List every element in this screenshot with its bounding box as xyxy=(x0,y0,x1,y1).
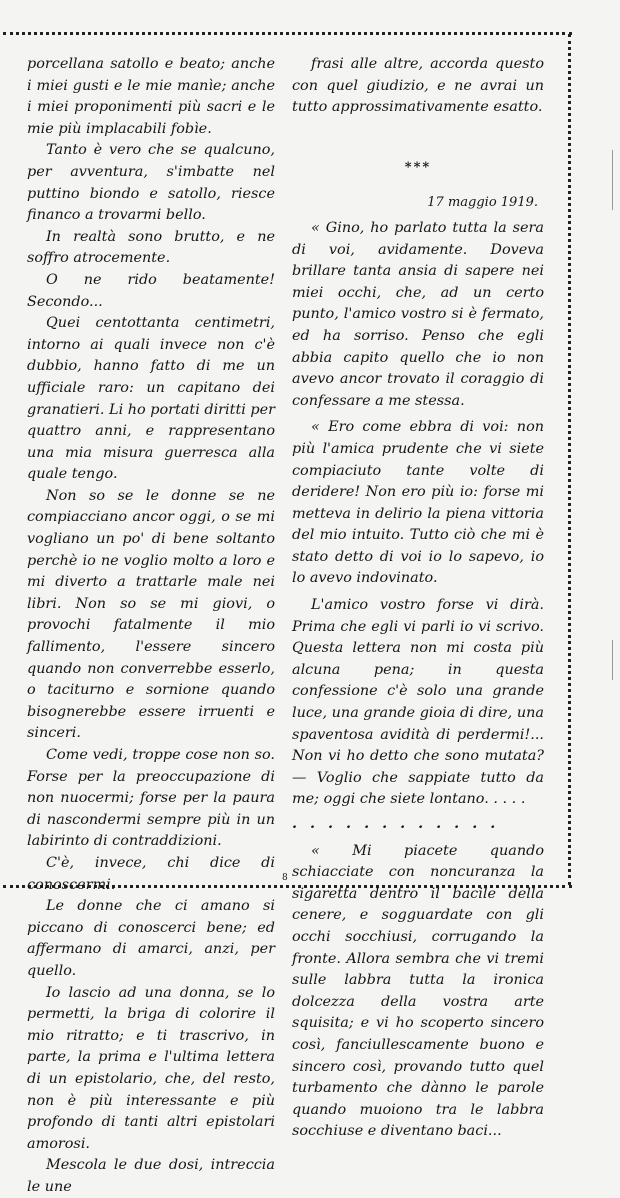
scan-edge-mark xyxy=(612,150,613,210)
ellipsis-separator: . . . . . . . . . . . . xyxy=(292,815,500,832)
right-text-column xyxy=(292,54,544,1143)
letter-paragraph: L'amico vostro forse vi dirà. Prima che egli vi parli io vi scrivo. Questa lettera non mi costa più alcuna pena; in questa confessione c'è solo una grande luce, una grande gioia di dire, una spaventosa avidità di perdermi!... Non vi ho detto che sono mutata? — Voglio che sappiate tutto da me; oggi che siete lontano. . . . . xyxy=(292,597,544,808)
letter-date: 17 maggio 1919. xyxy=(427,195,538,211)
body-paragraph: Tanto è vero che se qualcuno, per avventura, s'imbatte nel puttino biondo e satollo, riesce financo a trovarmi bello. xyxy=(27,142,275,224)
body-paragraph: In realtà sono brutto, e ne soffro atrocemente. xyxy=(27,228,275,267)
letter-paragraph: « Gino, ho parlato tutta la sera di voi, avidamente. Doveva brillare tanta ansia di sapere nei miei occhi, che, ad un certo punto, l'amico vostro si è fermato, ed ha sorriso. Penso che egli abbia capito quello che io non avevo ancor trovato il coraggio di confessare a me stessa. xyxy=(292,219,544,409)
body-paragraph: O ne rido beatamente! Secondo... xyxy=(27,271,275,310)
scan-edge-mark xyxy=(612,640,613,680)
body-paragraph: Le donne che ci amano si piccano di conoscerci bene; ed affermano di amarci, anzi, per quello. xyxy=(27,898,275,979)
body-paragraph: Io lascio ad una donna, se lo permetti, la briga di colorire il mio ritratto; e ti trascrivo, in parte, la prima e l'ultima lettera di un epistolario, che, del resto, non è più interessante e più profondo di tanti altri epistolari amorosi. xyxy=(27,984,275,1152)
body-paragraph: Quei centottanta centimetri, intorno ai quali invece non c'è dubbio, hanno fatto di me un ufficiale raro: un capitano dei granatieri. Li ho portati diritti per quattro anni, e rappresentano una mia misura guerresca alla quale tengo. xyxy=(27,315,276,483)
page-number: 8 xyxy=(282,873,288,883)
body-paragraph: Mescola le due dosi, intreccia le une xyxy=(27,1157,275,1195)
continuation-paragraph: frasi alle altre, accorda questo con quel giudizio, e ne avrai un tutto approssimativamente esatto. xyxy=(292,56,544,116)
body-paragraph: porcellana satollo e beato; anche i miei gusti e le mie manìe; anche i miei proponimenti più sacri e le mie più implacabili fobìe. xyxy=(27,56,275,137)
letter-paragraph: « Ero come ebbra di voi: non più l'amica prudente che vi siete compiaciuto tante volte di deridere! Non ero più io: forse mi metteva in delirio la piena vittoria del mio intuito. Tutto ciò che mi è stato detto di voi io lo sapevo, io lo avevo indovinato. xyxy=(292,419,544,587)
body-paragraph: C'è, invece, chi dice di conoscermi. xyxy=(27,854,275,893)
body-paragraph: Non so se le donne se ne compiacciano ancor oggi, o se mi vogliano un po' di bene soltanto perchè io ne voglio molto a loro e mi diverto a trattarle male nei libri. Non so se mi giovi, o provochi fatalmente il mio fallimento, l'essere sincero quando non converrebbe esserlo, o taciturno e sornione quando bisognerebbe essere irruenti e sinceri. xyxy=(27,487,275,742)
closing-letter-paragraph: « Mi piacete quando schiacciate con noncuranza la sigaretta dentro il bacile della cenere, e sogguardate con gli occhi socchiusi, corrugando la fronte. Allora sembra che vi tremi sulle labbra tutta la ironica dolcezza della vostra arte squisita; e vi ho scoperto sincero così, fanciullescamente buono e sincero così, provando tutto quel turbamento che dànno le parole quando muoiono tra le labbra socchiuse e diventano baci... xyxy=(292,842,544,1140)
left-text-column xyxy=(27,54,275,1198)
top-dotted-border xyxy=(3,32,572,35)
right-dotted-border xyxy=(568,34,571,885)
body-paragraph: Come vedi, troppe cose non so. Forse per la preoccupazione di non nuocermi; forse per la paura di nascondermi sempre più in un labirinto di contraddizioni. xyxy=(27,747,275,850)
section-separator: *** xyxy=(404,159,432,175)
